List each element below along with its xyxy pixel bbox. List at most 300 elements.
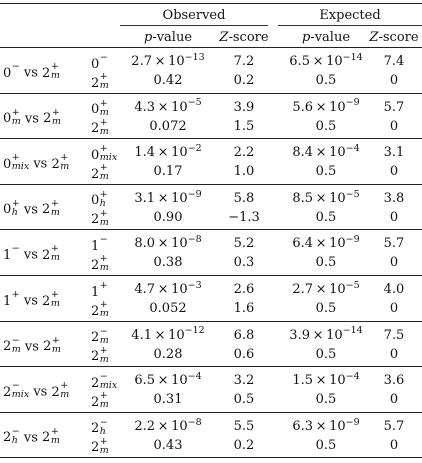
- observed-pvalue-mantissa: 6.5: [134, 373, 156, 389]
- state-symbol-sub: m: [99, 125, 109, 137]
- observed-pvalue: [134, 416, 202, 434]
- state-symbol: [91, 207, 109, 228]
- hypothesis-null-sub: mix: [11, 389, 30, 401]
- observed-zscore-cell: 1.5: [233, 118, 255, 134]
- observed-header: Observed: [162, 8, 226, 23]
- vs-word: vs: [19, 430, 43, 446]
- state-symbol-sub: m: [99, 216, 109, 228]
- state-symbol-sub: [100, 244, 108, 253]
- observed-zscore-cell: 0.2: [233, 73, 255, 88]
- observed-zscore-cell: 5.8: [233, 190, 255, 206]
- observed-pvalue-times: ×: [151, 327, 169, 343]
- state-symbol-sub: m: [99, 262, 109, 274]
- hypothesis-label: [3, 243, 85, 264]
- state-symbol-sub: m: [99, 106, 109, 118]
- col-header-observed-zscore: Z-score: [219, 30, 269, 45]
- state-symbol-scripts: [100, 254, 109, 272]
- hypothesis-label: [3, 106, 85, 128]
- expected-pvalue-cell: [278, 74, 374, 87]
- observed-pvalue-exponent: −8: [187, 234, 202, 246]
- observed-pvalue-base: 10: [168, 54, 185, 69]
- state-cell: [91, 207, 121, 229]
- hypothesis-alt-base: 2: [42, 293, 51, 309]
- expected-pvalue-exponent: −14: [342, 51, 363, 63]
- expected-pvalue: [292, 416, 360, 434]
- hypothesis-alt-scripts: [51, 427, 60, 445]
- expected-pvalue-exponent: −5: [345, 188, 360, 200]
- hypothesis-null-base: 0: [3, 111, 12, 127]
- state-symbol-sub: m: [99, 334, 109, 346]
- state-symbol-sub: m: [99, 353, 109, 365]
- observed-pvalue-base: 10: [171, 99, 188, 115]
- state-symbol-sup: +: [99, 143, 108, 155]
- state-symbol-base: 0: [91, 102, 100, 118]
- observed-pvalue-cell: [120, 439, 216, 452]
- expected-pvalue-cell: [278, 188, 374, 206]
- hypothesis-null-sup: +: [11, 197, 20, 209]
- hypothesis-null-sup: −: [11, 334, 20, 346]
- hypothesis-null-base: 2: [3, 430, 12, 446]
- expected-zscore-cell: 4.0: [383, 282, 405, 297]
- expected-pvalue: [292, 370, 360, 389]
- expected-pvalue-times: ×: [313, 99, 330, 115]
- observed-pvalue-cell: [120, 165, 216, 178]
- observed-pvalue-times: ×: [155, 145, 172, 161]
- state-symbol-sub: mix: [99, 152, 118, 164]
- expected-zscore-cell: 0: [389, 437, 399, 453]
- expected-pvalue-mantissa: 1.5: [292, 373, 314, 389]
- state-symbol-sup: +: [99, 97, 108, 109]
- observed-pvalue: [154, 210, 183, 225]
- expected-pvalue-cell: [278, 211, 374, 224]
- expected-pvalue: [316, 73, 337, 88]
- observed-zscore-cell: 0.2: [233, 437, 255, 453]
- state-symbol-base: 2: [91, 349, 100, 365]
- state-symbol-sup: +: [99, 71, 108, 82]
- state-symbol-base: 2: [91, 421, 100, 437]
- hypothesis-alt-sup: +: [50, 197, 59, 209]
- observed-pvalue: [154, 438, 183, 453]
- observed-zscore-cell: 1.6: [233, 301, 255, 316]
- observed-pvalue-value: 0.90: [153, 209, 183, 225]
- observed-pvalue-cell: [120, 279, 216, 297]
- hypothesis-label: [3, 425, 85, 447]
- observed-pvalue-value: 0.43: [153, 437, 183, 453]
- observed-zscore-cell: 0.3: [233, 255, 255, 271]
- group-rule: [0, 275, 422, 276]
- expected-zscore-cell: 0: [389, 392, 399, 408]
- expected-zscore-cell: 5.7: [383, 99, 405, 115]
- hypothesis-alt-base: 2: [42, 202, 51, 218]
- vs-word: vs: [19, 247, 43, 263]
- expected-pvalue-value: 0.5: [315, 164, 337, 180]
- state-symbol-scripts: [100, 327, 109, 345]
- vs-word: vs: [20, 111, 44, 127]
- expected-pvalue-value: 0.5: [315, 437, 337, 453]
- observed-pvalue-cell: [120, 370, 216, 389]
- expected-pvalue-cell: [278, 165, 374, 178]
- observed-pvalue-mantissa: 2.2: [134, 418, 156, 434]
- observed-pvalue-value: 0.072: [149, 118, 187, 134]
- state-symbol-base: 0: [91, 56, 100, 72]
- hypothesis-null: [3, 289, 20, 309]
- observed-zscore-cell: 1.0: [233, 164, 255, 180]
- expected-pvalue-cell: [278, 302, 374, 315]
- expected-pvalue-exponent: −14: [342, 325, 363, 337]
- hypothesis-null: [3, 152, 30, 173]
- group-rule: [0, 93, 422, 94]
- state-symbol-sub: h: [99, 425, 106, 437]
- state-symbol-base: 2: [91, 121, 100, 137]
- hypothesis-null: [3, 425, 20, 446]
- hypothesis-null-sup: +: [11, 106, 20, 118]
- state-symbol-scripts: [100, 53, 108, 71]
- state-symbol-sup: +: [99, 390, 108, 402]
- expected-pvalue-mantissa: 6.3: [292, 418, 314, 434]
- state-symbol-base: 0: [91, 147, 100, 163]
- expected-zscore-cell: 3.1: [383, 145, 405, 161]
- expected-header: Expected: [319, 8, 381, 23]
- expected-zscore-cell: 0: [389, 73, 399, 88]
- observed-pvalue-base: 10: [168, 327, 185, 343]
- hypothesis-alt-base: 2: [43, 111, 52, 127]
- expected-pvalue-cell: [278, 370, 374, 389]
- expected-pvalue: [292, 279, 360, 297]
- state-symbol-base: 1: [91, 284, 100, 300]
- observed-pvalue: [134, 188, 202, 206]
- state-symbol: [91, 253, 109, 274]
- hypothesis-null-base: 2: [3, 339, 12, 355]
- hypothesis-null-scripts: [12, 244, 20, 262]
- observed-pvalue-exponent: −13: [184, 51, 205, 63]
- state-symbol-sup: −: [99, 416, 108, 428]
- state-symbol: [91, 390, 109, 411]
- expected-pvalue: [292, 188, 360, 206]
- state-symbol-sub: [100, 290, 108, 299]
- observed-pvalue-cell: [120, 211, 216, 224]
- observed-pvalue-base: 10: [171, 282, 188, 297]
- observed-pvalue-cell: [120, 416, 216, 434]
- observed-underline: [120, 25, 268, 26]
- state-symbol-sub: m: [99, 308, 109, 320]
- state-symbol-scripts: [100, 72, 109, 90]
- observed-pvalue: [134, 236, 201, 251]
- expected-pvalue-cell: [278, 393, 374, 406]
- hypothesis-null-sub: mix: [11, 161, 30, 173]
- expected-pvalue-cell: [278, 120, 374, 133]
- expected-pvalue-times: ×: [313, 190, 330, 206]
- observed-pvalue: [149, 119, 186, 134]
- state-symbol-sub: m: [99, 444, 109, 456]
- observed-zscore-cell: 2.6: [233, 282, 255, 297]
- expected-pvalue-exponent: −9: [345, 234, 360, 246]
- vs-word: vs: [19, 202, 43, 218]
- state-symbol: [91, 188, 108, 209]
- group-rule: [0, 184, 422, 185]
- header-rule: [0, 47, 422, 48]
- state-symbol-sub: h: [99, 197, 106, 209]
- state-symbol-scripts: [100, 418, 108, 436]
- hypothesis-alt: [42, 61, 60, 82]
- observed-pvalue-exponent: −12: [184, 325, 205, 337]
- expected-pvalue-times: ×: [313, 236, 330, 252]
- expected-zscore-cell: 7.4: [383, 54, 405, 69]
- group-rule: [0, 457, 422, 458]
- observed-pvalue-times: ×: [155, 99, 172, 115]
- observed-pvalue-times: ×: [155, 418, 172, 434]
- expected-pvalue-base: 10: [326, 54, 343, 69]
- hypothesis-label: [3, 61, 85, 82]
- expected-pvalue-cell: [278, 279, 374, 297]
- state-symbol-scripts: [100, 209, 109, 227]
- expected-pvalue-value: 0.5: [315, 255, 337, 271]
- hypothesis-null-scripts: [12, 108, 21, 126]
- expected-pvalue: [316, 438, 337, 453]
- hypothesis-null-base: 1: [3, 293, 12, 309]
- observed-pvalue-cell: [120, 234, 216, 252]
- expected-pvalue-exponent: −4: [345, 142, 360, 154]
- observed-pvalue-cell: [120, 74, 216, 87]
- group-rule: [0, 229, 422, 230]
- observed-pvalue-base: 10: [171, 418, 188, 434]
- hypothesis-alt: [42, 289, 60, 310]
- hypothesis-alt-base: 2: [43, 339, 52, 355]
- hypothesis-alt-base: 2: [42, 430, 51, 446]
- state-symbol: [91, 143, 118, 164]
- expected-pvalue-base: 10: [329, 373, 346, 389]
- expected-zscore-cell: 0: [389, 209, 399, 225]
- observed-pvalue: [154, 73, 183, 88]
- observed-pvalue-cell: [120, 256, 216, 269]
- hypothesis-alt-scripts: [52, 108, 61, 126]
- state-cell: [91, 344, 121, 366]
- expected-pvalue-cell: [278, 325, 374, 343]
- observed-pvalue-times: ×: [155, 236, 172, 252]
- hypothesis-alt-base: 2: [42, 247, 51, 263]
- hypothesis-null-sup: +: [11, 289, 20, 300]
- state-symbol-sup: −: [99, 325, 108, 337]
- hypothesis-alt-scripts: [60, 381, 69, 399]
- expected-pvalue: [316, 301, 337, 316]
- hypothesis-null-base: 1: [3, 247, 12, 263]
- observed-zscore-cell: 2.2: [233, 145, 255, 161]
- vs-word: vs: [20, 339, 44, 355]
- observed-pvalue: [131, 51, 205, 69]
- observed-pvalue-times: ×: [151, 54, 169, 69]
- hypothesis-null-base: 0: [3, 65, 12, 81]
- observed-pvalue-cell: [120, 348, 216, 361]
- observed-pvalue-times: ×: [155, 190, 172, 206]
- expected-pvalue-value: 0.5: [315, 346, 337, 362]
- observed-pvalue: [134, 97, 202, 115]
- observed-zscore-cell: 0.5: [233, 392, 255, 408]
- expected-pvalue: [292, 142, 360, 161]
- hypothesis-label: [3, 380, 85, 401]
- state-symbol-sup: +: [99, 188, 108, 200]
- expected-pvalue-mantissa: 6.4: [292, 236, 314, 252]
- state-cell: [91, 390, 121, 411]
- expected-pvalue-value: 0.5: [315, 392, 337, 408]
- state-symbol-scripts: [100, 235, 108, 253]
- hypothesis-alt: [42, 425, 60, 446]
- expected-pvalue-cell: [278, 256, 374, 269]
- expected-pvalue: [316, 347, 337, 362]
- hypothesis-alt-sub: m: [50, 298, 60, 310]
- state-symbol-sup: −: [99, 371, 108, 383]
- hypothesis-null-scripts: [12, 290, 20, 308]
- hypothesis-alt-sup: +: [50, 425, 59, 437]
- observed-pvalue-exponent: −9: [187, 188, 202, 200]
- expected-pvalue: [289, 325, 363, 343]
- hypothesis-alt-sub: m: [60, 389, 70, 401]
- hypothesis-alt-sup: +: [50, 243, 59, 255]
- state-symbol-sub: [100, 62, 108, 71]
- observed-pvalue-exponent: −8: [187, 416, 202, 428]
- observed-pvalue: [134, 370, 202, 389]
- observed-pvalue: [154, 255, 183, 270]
- expected-pvalue-value: 0.5: [315, 118, 337, 134]
- hypothesis-null: [3, 106, 21, 127]
- expected-pvalue: [292, 236, 359, 251]
- expected-pvalue: [316, 164, 337, 179]
- hypothesis-alt-sup: +: [51, 334, 60, 346]
- hypothesis-alt-scripts: [52, 336, 61, 354]
- observed-pvalue-value: 0.38: [153, 255, 183, 271]
- observed-pvalue-cell: [120, 120, 216, 133]
- observed-pvalue-cell: [120, 97, 216, 115]
- hypothesis-null-sub: m: [11, 115, 21, 127]
- observed-pvalue: [134, 142, 202, 161]
- state-symbol-base: 2: [91, 303, 100, 319]
- hypothesis-null: [3, 334, 21, 355]
- expected-pvalue-value: 0.5: [315, 209, 337, 225]
- observed-pvalue-mantissa: 4.7: [134, 282, 156, 297]
- observed-zscore-cell: 6.8: [233, 327, 255, 343]
- expected-pvalue-times: ×: [313, 418, 330, 434]
- state-symbol-sup: +: [99, 116, 108, 128]
- hypothesis-null-scripts: [12, 381, 29, 399]
- expected-pvalue-base: 10: [329, 99, 346, 115]
- group-rule: [0, 138, 422, 139]
- observed-pvalue-mantissa: 1.4: [134, 145, 156, 161]
- observed-zscore-cell: 3.2: [233, 373, 255, 389]
- state-symbol-sup: +: [99, 162, 108, 174]
- state-cell: [91, 162, 121, 183]
- state-symbol-sup: +: [99, 280, 108, 291]
- hypothesis-null-sup: −: [11, 243, 20, 255]
- state-symbol-sup: +: [99, 253, 108, 265]
- observed-pvalue-cell: [120, 393, 216, 406]
- state-symbol-scripts: [100, 372, 117, 390]
- state-symbol: [91, 280, 108, 300]
- observed-zscore-cell: 5.5: [233, 418, 255, 434]
- expected-zscore-cell: 0: [389, 301, 399, 316]
- observed-pvalue-exponent: −2: [187, 142, 202, 154]
- hypothesis-alt-scripts: [51, 290, 60, 308]
- observed-pvalue: [154, 164, 183, 179]
- expected-pvalue-exponent: −9: [345, 97, 360, 109]
- hypothesis-alt-sub: m: [50, 434, 60, 446]
- observed-pvalue-value: 0.31: [153, 392, 183, 408]
- hypothesis-label: [3, 289, 85, 310]
- state-symbol: [91, 371, 118, 392]
- observed-pvalue-cell: [120, 188, 216, 206]
- hypothesis-null: [3, 243, 20, 263]
- hypothesis-null-scripts: [12, 336, 21, 354]
- observed-pvalue-cell: [120, 51, 216, 69]
- observed-pvalue-mantissa: 2.7: [131, 54, 152, 69]
- expected-pvalue: [292, 97, 360, 115]
- hypothesis-alt: [51, 152, 70, 173]
- expected-pvalue-cell: [278, 142, 374, 161]
- state-symbol-base: 2: [91, 375, 100, 391]
- state-symbol-base: 0: [91, 193, 100, 209]
- col-header-observed-pvalue: p-value: [143, 30, 193, 45]
- hypothesis-alt-base: 2: [51, 156, 60, 172]
- state-symbol-scripts: [100, 99, 109, 117]
- observed-zscore-cell: 7.2: [233, 54, 255, 69]
- observed-zscore-cell: 3.9: [233, 99, 255, 115]
- expected-zscore-cell: 5.7: [383, 236, 405, 252]
- vs-word: vs: [19, 293, 43, 309]
- expected-pvalue: [289, 51, 363, 69]
- expected-pvalue: [316, 255, 337, 270]
- state-cell: [91, 253, 121, 274]
- hypothesis-null-sub: h: [11, 206, 18, 218]
- hypothesis-null-scripts: [12, 427, 20, 445]
- observed-zscore-cell: 0.6: [233, 346, 255, 362]
- hypothesis-alt-sub: m: [51, 115, 61, 127]
- state-symbol: [91, 234, 108, 254]
- observed-pvalue-value: 0.052: [149, 301, 187, 316]
- expected-pvalue-exponent: −4: [345, 370, 360, 382]
- vs-word: vs: [29, 384, 52, 400]
- vs-word: vs: [29, 156, 52, 172]
- observed-pvalue-base: 10: [171, 190, 188, 206]
- state-symbol-scripts: [100, 190, 108, 208]
- hypothesis-alt-scripts: [60, 153, 69, 171]
- hypothesis-alt-sub: m: [60, 161, 70, 173]
- hypothesis-alt-scripts: [51, 199, 60, 217]
- col-header-expected-pvalue: p-value: [301, 30, 351, 45]
- state-cell: [91, 435, 121, 457]
- expected-pvalue-cell: [278, 51, 374, 69]
- state-symbol-sup: +: [99, 344, 108, 356]
- expected-pvalue: [316, 210, 337, 225]
- state-symbol-sub: m: [99, 171, 109, 183]
- hypothesis-alt-scripts: [51, 244, 60, 262]
- expected-pvalue-cell: [278, 348, 374, 361]
- hypothesis-null-scripts: [12, 199, 20, 217]
- hypothesis-null-sup: −: [11, 380, 20, 392]
- state-symbol: [91, 71, 109, 92]
- state-symbol-base: 2: [91, 330, 100, 346]
- expected-pvalue-base: 10: [326, 327, 343, 343]
- hypothesis-alt-sup: +: [60, 380, 69, 392]
- state-symbol-sub: m: [99, 399, 109, 411]
- observed-zscore-cell: −1.3: [228, 209, 260, 225]
- observed-pvalue-base: 10: [171, 373, 188, 389]
- state-symbol-base: 2: [91, 257, 100, 273]
- observed-pvalue-times: ×: [155, 373, 172, 389]
- hypothesis-null: [3, 61, 20, 81]
- state-symbol-base: 2: [91, 166, 100, 182]
- observed-pvalue-value: 0.42: [153, 73, 183, 88]
- expected-pvalue-cell: [278, 416, 374, 434]
- state-cell: [91, 71, 121, 92]
- hypothesis-null-sub: [12, 71, 20, 80]
- state-symbol-scripts: [100, 281, 108, 299]
